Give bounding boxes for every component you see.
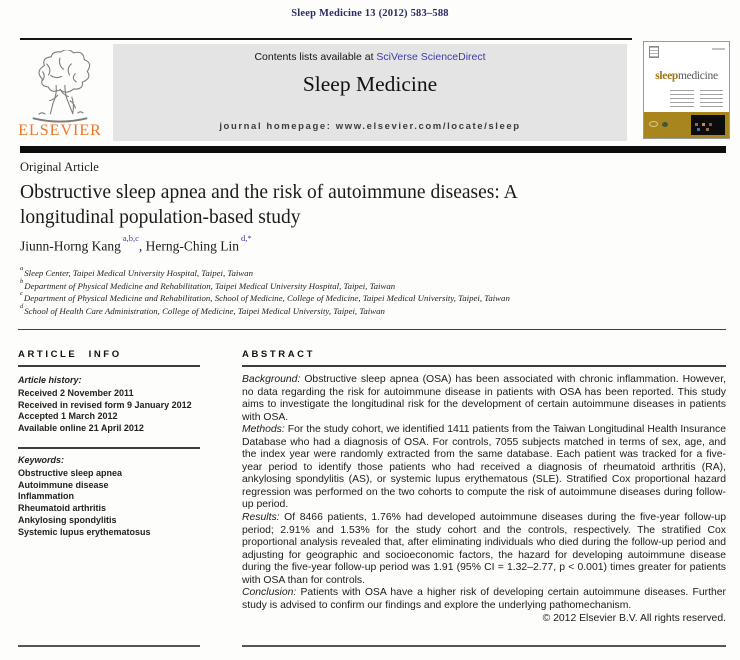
- affiliation-text: Sleep Center, Taipei Medical University Hospital, Taipei, Taiwan: [24, 267, 253, 278]
- cover-image-box: [691, 115, 725, 135]
- affiliation-mark: a: [20, 265, 24, 272]
- paragraph-label: Results:: [242, 512, 280, 524]
- history-item: Available online 21 April 2012: [18, 422, 144, 433]
- article-info-header: ARTICLE INFO: [18, 349, 122, 360]
- divider-columns-top: [18, 329, 726, 330]
- abstract-header: ABSTRACT: [242, 349, 316, 360]
- history-item: Received 2 November 2011: [18, 388, 134, 398]
- cover-title-medicine: medicine: [678, 70, 718, 82]
- history-item: Accepted 1 March 2012: [18, 411, 118, 422]
- cover-text-column: [700, 90, 724, 108]
- paragraph-label: Methods:: [242, 424, 285, 436]
- author-separator: ,: [138, 238, 146, 254]
- keyword-item: Rheumatoid arthritis: [18, 503, 107, 514]
- elsevier-tree-icon: [21, 50, 99, 124]
- article-history-label: Article history:: [18, 375, 82, 385]
- cover-issue-text: [670, 90, 723, 110]
- divider-top: [20, 38, 632, 40]
- contents-list-line: [113, 51, 627, 63]
- cover-title-sleep: sleep: [655, 70, 679, 82]
- elsevier-wordmark: ELSEVIER: [18, 122, 102, 139]
- affiliations: [20, 266, 510, 316]
- article-title-line2: longitudinal population-based study: [20, 207, 301, 228]
- journal-citation: Sleep Medicine 13 (2012) 583–588: [291, 8, 449, 19]
- keyword-item: Systemic lupus erythematosus: [18, 526, 151, 537]
- keyword-item: Inflammation: [18, 491, 75, 502]
- affiliation-text: Department of Physical Medicine and Rehabilitation, Taipei Medical University Hospital, Taipei, Taiwan: [24, 280, 396, 291]
- cover-title: [644, 70, 729, 82]
- article-history-list: [18, 388, 192, 434]
- journal-cover-thumbnail: [643, 41, 730, 139]
- contents-prefix: Contents lists available at: [254, 51, 377, 63]
- divider-info-header: [18, 365, 200, 367]
- affiliation-mark: d: [20, 302, 24, 310]
- paragraph-text: Obstructive sleep apnea (OSA) has been associated with chronic inflammation. However, no data regarding the risk for autoimmune disease in patients with OSA has been reported. This study aims to investigate the longitudinal risk for the development of certain autoimmune diseases in patients with OSA.: [242, 374, 726, 423]
- copyright-line: © 2012 Elsevier B.V. All rights reserved.: [542, 613, 726, 625]
- affiliation-line: [20, 266, 510, 279]
- article-title-line1: Obstructive sleep apnea and the risk of autoimmune diseases: A: [20, 182, 518, 203]
- divider-info-bottom: [18, 645, 200, 647]
- abstract-body: [242, 374, 726, 624]
- affiliation-line: [20, 304, 510, 317]
- keywords-label: Keywords:: [18, 455, 65, 465]
- divider-abstract-header: [242, 365, 726, 367]
- abstract-paragraph-results: [242, 512, 726, 587]
- paragraph-text: Of 8466 patients, 1.76% had developed autoimmune diseases during the five-year follow-up period; 2.91% and 1.53% for the study cohort and the controls, respectively. The stratified Cox proportional analysis revealed that, after eliminating individuals who died during the follow-up period and adjusting for geographic and socioeconomic factors, the hazard for developing autoimmune disease during the five-year follow-up period was 1.91 (95% CI = 1.32–2.77, p < 0.001) times greater for patients with OSA than for controls.: [242, 512, 726, 586]
- journal-homepage-link[interactable]: journal homepage: www.elsevier.com/locate/sleep: [219, 121, 521, 132]
- paragraph-label: Conclusion:: [242, 587, 297, 599]
- paragraph-text: Patients with OSA have a higher risk of developing certain autoimmune diseases. Further study is advised to confirm our findings and explore the underlying pathomechanism.: [242, 587, 726, 611]
- abstract-paragraph-methods: [242, 424, 726, 512]
- paragraph-text: For the study cohort, we identified 1411 patients from the Taiwan Longitudinal Health Insurance Database who had a diagnosis of OSA. For controls, 7055 subjects matched in terms of sex, age, and the index year were randomly extracted from the same database. Each patient was tracked for a five-year period to identify those patients who had received a diagnosis of rheumatoid arthritis (RA), ankylosing spondylitis (AS), or systemic lupus erythematous (SLE). Stratified Cox proportional hazard regression was performed on the two cohorts to compute the risk of autoimmune diseases during follow-up period.: [242, 424, 726, 511]
- affiliation-mark: b: [20, 277, 24, 285]
- history-item: Received in revised form 9 January 2012: [18, 399, 192, 410]
- cover-emblem-icon: [649, 46, 659, 58]
- cover-gold-band: [644, 112, 729, 138]
- keyword-item: Ankylosing spondylitis: [18, 514, 117, 525]
- article-type-label: Original Article: [20, 160, 99, 174]
- divider-abstract-bottom: [242, 645, 726, 647]
- author-line: [20, 233, 252, 255]
- affiliation-mark: c: [20, 290, 23, 298]
- cover-society-logo-icon: [649, 121, 658, 127]
- cover-society-logo-icon: [662, 122, 668, 127]
- sciverse-sciencedirect-link[interactable]: SciVerse ScienceDirect: [376, 51, 486, 63]
- keyword-item: Obstructive sleep apnea: [18, 468, 123, 478]
- cover-image-detail: [695, 123, 698, 126]
- affiliation-line: [20, 291, 510, 304]
- keywords-list: [18, 468, 151, 538]
- journal-banner: [113, 44, 627, 141]
- cover-image-detail: [697, 128, 700, 131]
- affiliation-text: School of Health Care Administration, College of Medicine, Taipei Medical University, Taipei, Taiwan: [24, 305, 385, 316]
- cover-top-text: [712, 48, 725, 50]
- keyword-item: Autoimmune disease: [18, 479, 109, 490]
- author-name: Jiunn-Horng Kang: [20, 238, 121, 254]
- author-name: Herng-Ching Lin: [145, 238, 240, 254]
- author-affiliation-marks: a,b,c: [122, 233, 139, 243]
- journal-title: Sleep Medicine: [302, 72, 438, 96]
- affiliation-line: [20, 279, 510, 292]
- cover-text-column: [670, 90, 694, 108]
- abstract-paragraph-conclusion: [242, 587, 726, 612]
- elsevier-logo: [12, 50, 108, 144]
- author-affiliation-marks[interactable]: d,*: [241, 233, 252, 243]
- paragraph-label: Background:: [242, 374, 301, 385]
- article-title: [20, 180, 680, 230]
- abstract-paragraph-background: [242, 374, 726, 424]
- affiliation-text: Department of Physical Medicine and Rehabilitation, School of Medicine, College of Medicine, Taipei Medical University, Taipei, Taiwan: [23, 292, 510, 303]
- divider-keywords: [18, 447, 200, 449]
- divider-thick-bar: [20, 146, 726, 153]
